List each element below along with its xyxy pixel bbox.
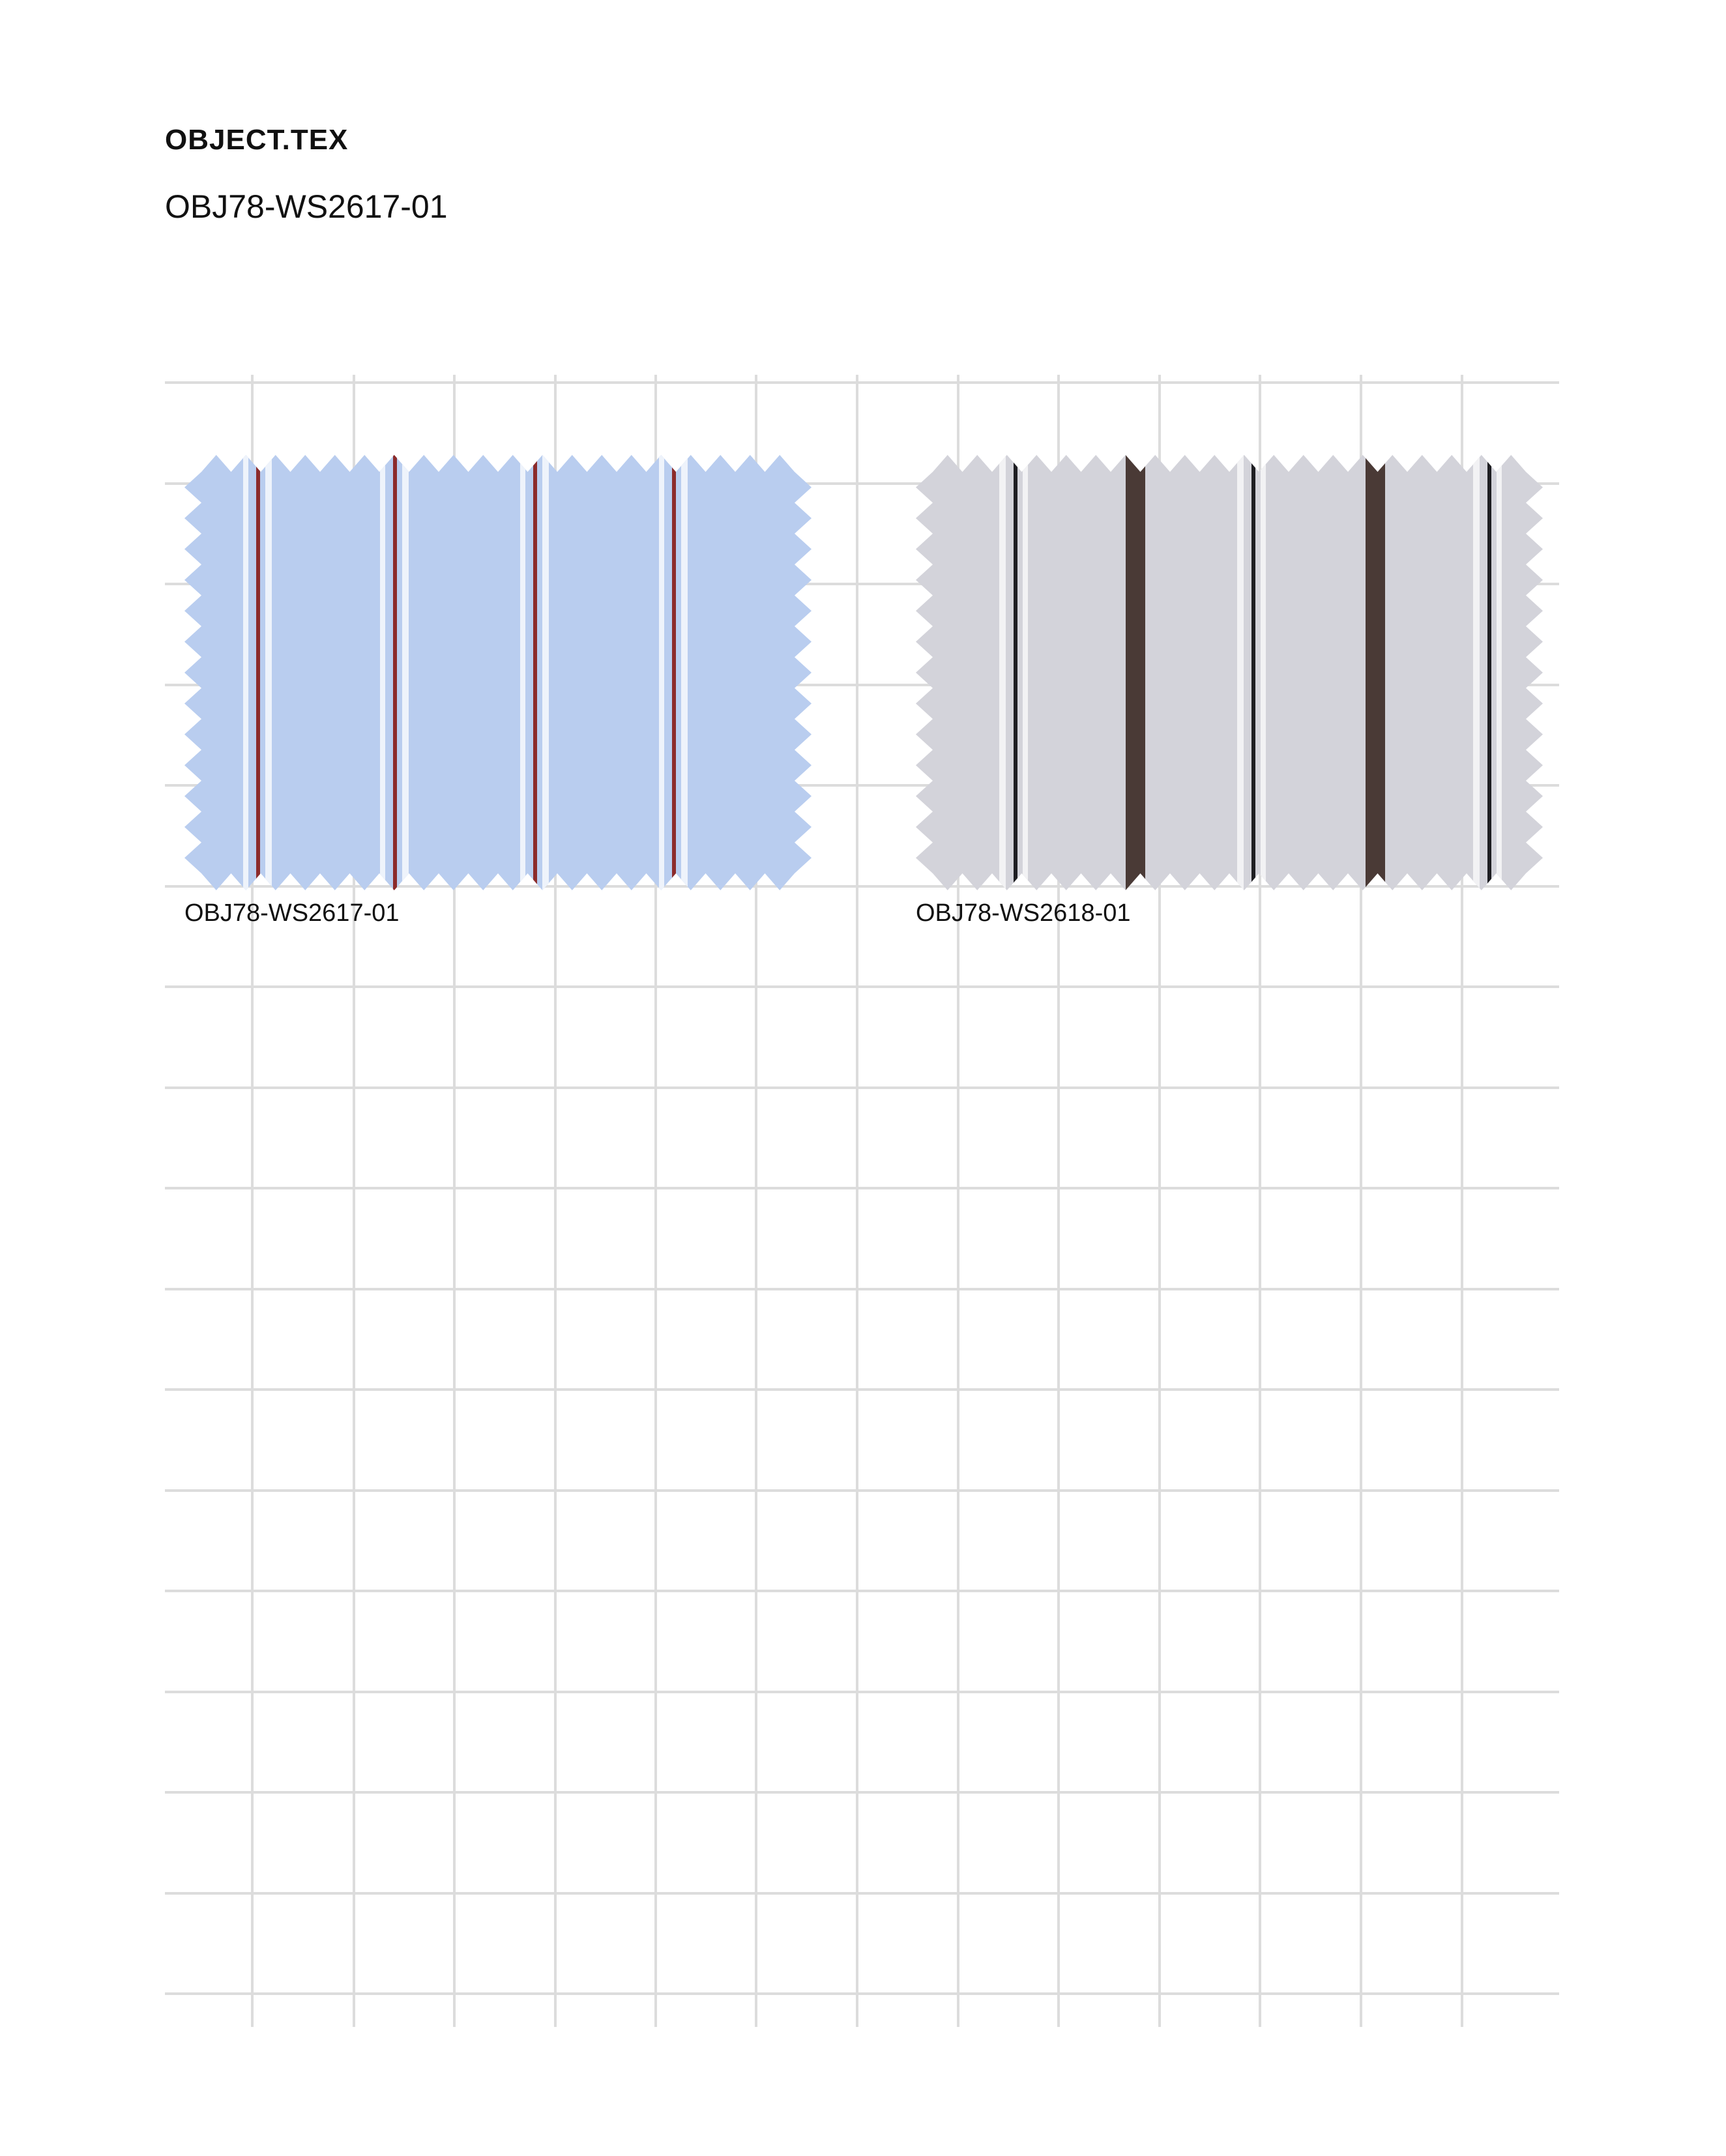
stripe-black: [1251, 455, 1255, 890]
stripe-red: [533, 455, 537, 890]
stripe-white: [999, 455, 1006, 890]
stripe-white: [1237, 455, 1244, 890]
stripe-black: [1487, 455, 1491, 890]
fabric-swatch-2[interactable]: [916, 455, 1543, 890]
fabric-swatch-1-image: [184, 455, 812, 890]
stripe-white: [1023, 455, 1028, 890]
stripe-red: [393, 455, 397, 890]
stripe-brown: [1126, 455, 1145, 890]
stripe-white: [520, 455, 525, 890]
fabric-swatch-2-image: [916, 455, 1543, 890]
fabric-swatch-1[interactable]: [184, 455, 812, 890]
stripe-white: [1497, 455, 1502, 890]
stripe-black: [1014, 455, 1017, 890]
stripe-red: [672, 455, 676, 890]
brand-title: OBJECT.TEX: [165, 124, 349, 156]
stripe-brown: [1366, 455, 1385, 890]
stripe-white: [402, 455, 409, 890]
fabric-swatch-2-label: OBJ78-WS2618-01: [916, 899, 1131, 927]
stripe-white: [659, 455, 664, 890]
stripe-white: [243, 455, 248, 890]
document-code: OBJ78-WS2617-01: [165, 188, 448, 225]
stripe-red: [256, 455, 260, 890]
stripe-white: [380, 455, 385, 890]
stripe-white: [265, 455, 272, 890]
stripe-white: [1261, 455, 1266, 890]
stripe-white: [542, 455, 549, 890]
stripe-white: [681, 455, 688, 890]
stripe-white: [1473, 455, 1480, 890]
fabric-swatch-1-label: OBJ78-WS2617-01: [184, 899, 400, 927]
